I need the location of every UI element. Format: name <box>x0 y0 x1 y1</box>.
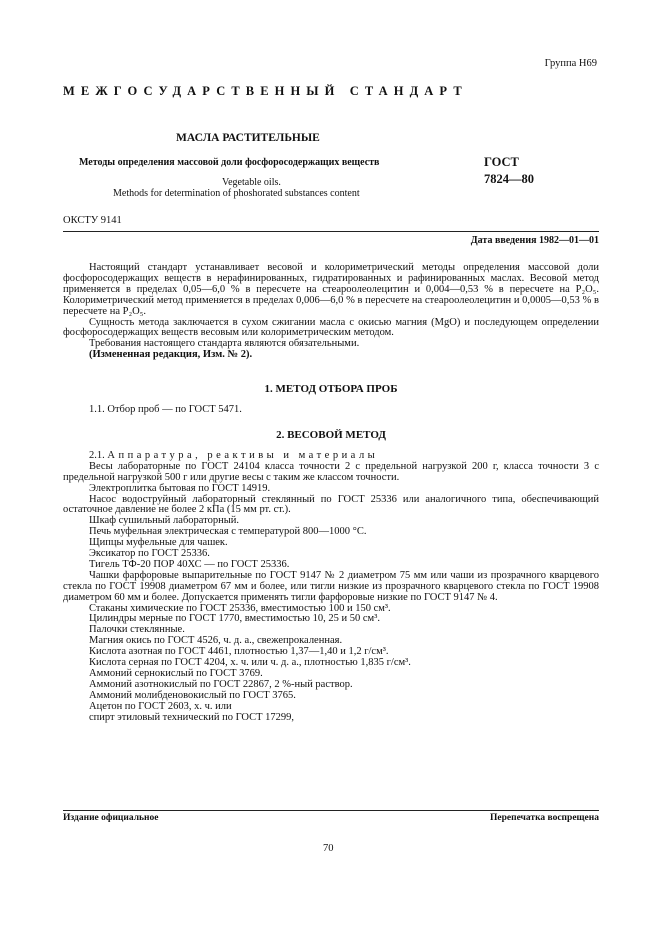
amendment-note: (Измененная редакция, Изм. № 2). <box>89 349 253 361</box>
list-item: Щипцы муфельные для чашек. <box>89 537 228 549</box>
list-item: Шкаф сушильный лабораторный. <box>89 515 240 527</box>
intro-paragraph: Требования настоящего стандарта являются обязательными. <box>89 338 360 350</box>
list-item: Тигель ТФ-20 ПОР 40ХС — по ГОСТ 25336. <box>89 558 290 570</box>
gost-label: ГОСТ <box>484 155 519 169</box>
header-divider <box>63 231 599 232</box>
english-title: Vegetable oils. <box>222 177 281 188</box>
subsection-label: Аппаратура, реактивы и материалы <box>107 449 379 461</box>
section-paragraph: 1.1. Отбор проб — по ГОСТ 5471. <box>89 404 242 416</box>
footer-copyright: Перепечатка воспрещена <box>489 813 599 823</box>
effective-date: Дата введения 1982—01—01 <box>470 235 599 246</box>
gost-block <box>484 154 534 188</box>
standard-banner: МЕЖГОСУДАРСТВЕННЫЙ СТАНДАРТ <box>63 84 468 98</box>
document-title: МАСЛА РАСТИТЕЛЬНЫЕ <box>176 132 320 144</box>
english-subtitle: Methods for determination of phoshorated substances content <box>113 188 360 199</box>
list-item: Аммоний молибденовокислый по ГОСТ 3765. <box>89 689 296 701</box>
group-code: Группа Н69 <box>544 58 597 69</box>
okstu-code: ОКСТУ 9141 <box>63 215 122 226</box>
list-item: Стаканы химические по ГОСТ 25336, вместимостью 100 и 150 см³. <box>89 602 391 614</box>
footer-edition: Издание официальное <box>63 813 159 823</box>
list-item: Аммоний азотнокислый по ГОСТ 22867, 2 %-ный раствор. <box>89 678 353 690</box>
document-subtitle: Методы определения массовой доли фосфоросодержащих веществ <box>79 157 380 168</box>
gost-number: 7824—80 <box>484 172 534 186</box>
list-item: Ацетон по ГОСТ 2603, х. ч. или <box>89 700 232 712</box>
footer-divider <box>63 810 599 811</box>
list-item: Магния окись по ГОСТ 4526, ч. д. а., свежепрокаленная. <box>89 635 343 647</box>
list-item: Чашки фарфоровые выпарительные по ГОСТ 9147 № 2 диаметром 75 мм или чаши из прозрачного кварцевого стекла по ГОСТ 19908 диаметром 67 мм и более, или тигли низкие из прозрачного кварцевого стекла по ГОСТ 19908 диаметром 60 мм и более. Допускается применять тигли фарфоровые низкие по ГОСТ 9147 № 4. <box>63 569 599 603</box>
page-number: 70 <box>323 843 334 854</box>
list-item: Электроплитка бытовая по ГОСТ 14919. <box>89 482 271 494</box>
list-item: Эксикатор по ГОСТ 25336. <box>89 548 210 560</box>
list-item: Кислота серная по ГОСТ 4204, х. ч. или ч. д. а., плотностью 1,835 г/см³. <box>89 657 411 669</box>
list-item: Аммоний сернокислый по ГОСТ 3769. <box>89 668 263 679</box>
section-heading: 1. МЕТОД ОТБОРА ПРОБ <box>264 383 398 396</box>
list-item: Весы лабораторные по ГОСТ 24104 класса точности 2 с предельной нагрузкой 200 г, класса точности 3 с предельной нагрузкой 500 г или другие весы с таким же классом точности. <box>63 460 599 483</box>
intro-paragraph: Сущность метода заключается в сухом сжигании масла с окисью магния (MgO) и последующем определении фосфоросодержащих веществ весовым или колориметрическим методом. <box>63 316 599 339</box>
document-body <box>63 263 599 724</box>
list-item: спирт этиловый технический по ГОСТ 17299, <box>89 711 295 723</box>
subsection-number: 2.1. <box>89 449 105 461</box>
section-heading: 2. ВЕСОВОЙ МЕТОД <box>276 428 386 441</box>
intro-paragraph: Настоящий стандарт устанавливает весовой и колориметрический методы определения массовой доли фосфоросодержащих веществ в нерафинированных, гидратированных и рафинированных маслах. Весовой метод применяется в пределах 0,05—6,0 % в пересчете на стеароолеолецитин и 0,004—0,53 % в пересчете на P₂O₅. Колориметрический метод применяется в пределах 0,006—6,0 % в пересчете на стеароолеолецитин и 0,0005—0,53 % в пересчете на P₂O₅. <box>63 262 599 317</box>
list-item: Печь муфельная электрическая с температурой 800—1000 °С. <box>89 526 367 538</box>
list-item: Насос водоструйный лабораторный стеклянный по ГОСТ 25336 или аналогичного типа, обеспечивающий остаточное давление не более 2 кПа (15 мм рт. ст.). <box>63 493 599 516</box>
list-item: Кислота азотная по ГОСТ 4461, плотностью 1,37—1,40 и 1,2 г/см³. <box>89 646 389 658</box>
list-item: Палочки стеклянные. <box>89 624 185 636</box>
list-item: Цилиндры мерные по ГОСТ 1770, вместимостью 10, 25 и 50 см³. <box>89 613 380 625</box>
